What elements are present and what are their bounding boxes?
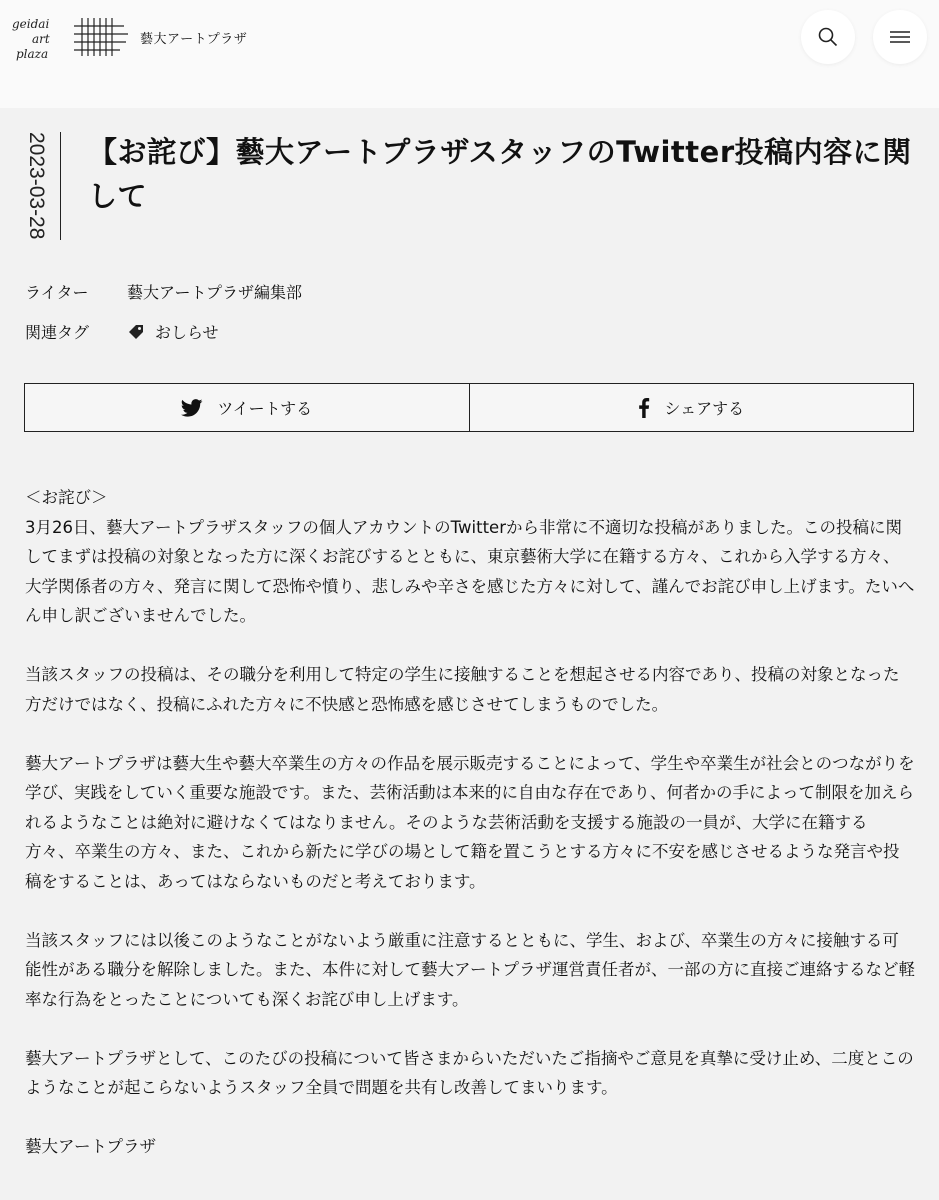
site-logo[interactable] — [12, 14, 130, 62]
body-paragraph-4: 当該スタッフには以後このようなことがないよう厳重に注意するとともに、学生、および、卒業生の方々に接触する可能性がある職分を解除しました。また、本件に対して藝大アートプラザ運営責任者が、一部の方に直接ご連絡するなど軽率な行為をとったことについても深くお詫び申し上げます。 — [25, 930, 916, 1009]
twitter-bird-icon — [181, 399, 203, 417]
search-button[interactable] — [801, 10, 855, 64]
writer-label: ライター — [25, 283, 89, 302]
body-signature: 藝大アートプラザ — [25, 1137, 157, 1156]
facebook-f-icon — [638, 398, 650, 418]
article-title: 【お詫び】藝大アートプラザスタッフのTwitter投稿内容に関して — [88, 135, 912, 213]
tag-icon — [127, 323, 145, 341]
body-paragraph-1: 3月26日、藝大アートプラザスタッフの個人アカウントのTwitterから非常に不適切な投稿がありました。この投稿に関してまずは投稿の対象となった方に深くお詫びするとともに、東京藝術大学に在籍する方々、これから入学する方々、大学関係者の方々、発言に関して恐怖や憤り、悲しみや辛さを感じた方々に対して、謹んでお詫び申し上げます。たいへん申し訳ございませんでした。 — [25, 517, 915, 625]
tags-label: 関連タグ — [25, 323, 90, 342]
logo-word-3: plaza — [16, 47, 49, 61]
site-name[interactable]: 藝大アートプラザ — [140, 32, 248, 47]
facebook-share-label: シェアする — [664, 399, 745, 418]
tag-link[interactable] — [127, 320, 219, 343]
tweet-button[interactable] — [25, 384, 469, 431]
logo-graphic — [12, 14, 130, 62]
logo-word-2: art — [32, 32, 50, 46]
tweet-label: ツイートする — [217, 399, 313, 418]
share-bar — [24, 383, 914, 432]
site-header — [0, 0, 939, 108]
writer-value[interactable] — [127, 280, 302, 303]
date-divider — [60, 132, 61, 240]
body-paragraph-2: 当該スタッフの投稿は、その職分を利用して特定の学生に接触することを想起させる内容であり、投稿の対象となった方だけではなく、投稿にふれた方々に不快感と恐怖感を感じさせてしまうものでした。 — [25, 665, 900, 714]
logo-word-1: geidai — [12, 17, 50, 31]
search-icon — [818, 27, 838, 47]
body-paragraph-5: 藝大アートプラザとして、このたびの投稿について皆さまからいただいたご指摘やご意見を真摯に受け止め、二度とこのようなことが起こらないようスタッフ全員で問題を共有し改善してまいります。 — [25, 1048, 914, 1097]
body-heading: ＜お詫び＞ — [25, 488, 108, 507]
menu-button[interactable] — [873, 10, 927, 64]
facebook-share-button[interactable] — [469, 384, 914, 431]
writer-name[interactable]: 藝大アートプラザ編集部 — [127, 283, 303, 302]
body-heading-paragraph — [25, 483, 915, 631]
article-body — [25, 483, 915, 1191]
body-paragraph-3: 藝大アートプラザは藝大生や藝大卒業生の方々の作品を展示販売することによって、学生や卒業生が社会とのつながりを学び、実践をしていく重要な施設です。また、芸術活動は本来的に自由な存在であり、何者かの手によって制限を加えられるようなことは絶対に避けなくてはなりません。そのような芸術活動を支援する施設の一員が、大学に在籍する方々、卒業生の方々、また、これから新たに学びの場として籍を置こうとする方々に不安を感じさせるような発言や投稿をすることは、あってはならないものだと考えております。 — [25, 753, 915, 891]
article-date: 2023-03-28 — [25, 132, 48, 240]
tag-label[interactable]: おしらせ — [155, 323, 219, 342]
hamburger-menu-icon — [889, 30, 911, 44]
